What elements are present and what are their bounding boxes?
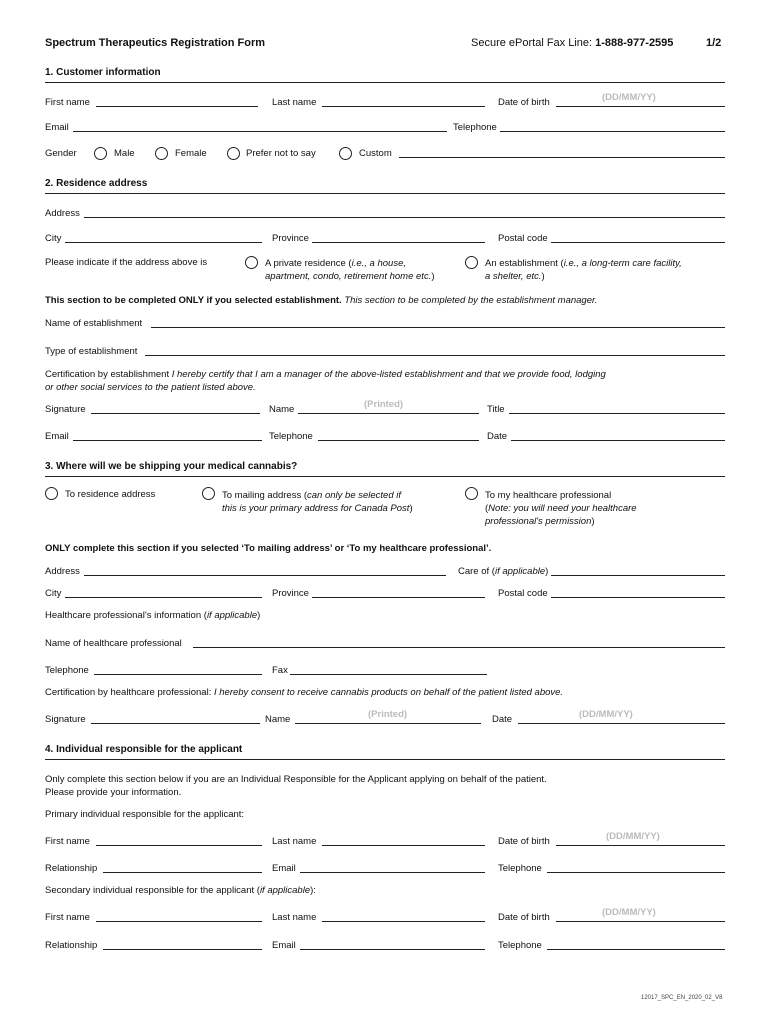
last-name-field[interactable] [322,106,485,107]
ship-hcp-label [485,489,637,528]
establishment-cert-label: Certification by establishment [45,369,172,380]
establishment-email-label: Email [45,431,69,442]
hcp-cert-text: I hereby consent to receive cannabis products on behalf of the patient listed above. [213,687,564,698]
mailing-address-field[interactable] [84,575,446,576]
establishment-only-note [45,295,597,306]
private-text-a: A private residence ( [265,258,352,269]
ship-hcp-c: Note: you will need your healthcare [488,503,637,514]
private-text-b: apartment, condo, retirement home etc. [265,271,432,282]
establishment-only-bold: This section to be completed ONLY if you selected establishment. [45,295,342,306]
establishment-title-field[interactable] [509,413,725,414]
private-text-ie: i.e., a house, [351,258,407,269]
secondary-relationship-field[interactable] [103,949,262,950]
indicate-label: Please indicate if the address above is [45,257,208,268]
ship-hcp-e: ) [591,516,595,527]
establishment-date-field[interactable] [511,440,725,441]
hcp-fax-field[interactable] [290,674,487,675]
gender-female-label: Female [175,148,207,159]
section-4-rule [45,759,725,760]
secondary-email-field[interactable] [300,949,485,950]
estab-text-b: a shelter, etc. [485,271,542,282]
residence-city-field[interactable] [65,242,262,243]
gender-custom-field[interactable] [399,157,725,158]
hcp-signature-label: Signature [45,714,86,725]
hcp-signature-field[interactable] [91,723,260,724]
hcp-info-heading [45,610,260,621]
hcp-date-label: Date [492,714,513,725]
secondary-b: if applicable [259,885,311,896]
telephone-field[interactable] [500,131,725,132]
secondary-c: ): [310,885,316,896]
primary-telephone-label: Telephone [498,863,542,874]
hcp-info-c: ) [257,610,261,621]
estab-text-a: An establishment ( [485,258,564,269]
last-name-label: Last name [272,97,317,108]
section-4-intro-2: Please provide your information. [45,787,182,798]
email-field[interactable] [73,131,447,132]
dob-placeholder: (DD/MM/YY) [602,92,656,103]
establishment-telephone-field[interactable] [318,440,479,441]
establishment-name-printed-label: Name [269,404,295,415]
secondary-first-name-field[interactable] [96,921,262,922]
primary-dob-field[interactable] [556,845,725,846]
primary-email-field[interactable] [300,872,485,873]
gender-custom-radio[interactable] [339,147,352,160]
hcp-printed-placeholder: (Printed) [368,709,408,720]
establishment-title-label: Title [487,404,505,415]
first-name-label: First name [45,97,90,108]
private-residence-label [265,257,435,283]
page-number: 1/2 [706,37,722,49]
establishment-label [485,257,682,283]
secondary-email-label: Email [272,940,296,951]
estab-text-ie: i.e., a long-term care facility, [563,258,682,269]
hcp-telephone-field[interactable] [94,674,262,675]
estab-text-c: ) [541,271,545,282]
secondary-first-name-label: First name [45,912,90,923]
section-4-intro-1: Only complete this section below if you are an Individual Responsible for the Applicant applying on behalf of the patient. [45,774,547,785]
gender-male-radio[interactable] [94,147,107,160]
residence-province-label: Province [272,233,309,244]
mailing-province-label: Province [272,588,309,599]
hcp-date-placeholder: (DD/MM/YY) [579,709,633,720]
secondary-last-name-label: Last name [272,912,317,923]
fax-number: 1-888-977-2595 [595,37,674,49]
hcp-name-printed-label: Name [265,714,291,725]
dob-field[interactable] [556,106,725,107]
establishment-certification [45,368,606,394]
care-of-c: ) [545,566,549,577]
ship-hcp-b: ( [485,503,489,514]
care-of-label [458,566,548,577]
hcp-name-label: Name of healthcare professional [45,638,182,649]
residence-address-label: Address [45,208,80,219]
mailing-province-field[interactable] [312,597,485,598]
residence-province-field[interactable] [312,242,485,243]
primary-relationship-field[interactable] [103,872,262,873]
residence-postal-label: Postal code [498,233,548,244]
secondary-a: Secondary individual responsible for the applicant ( [45,885,260,896]
ship-hcp-a: To my healthcare professional [485,490,612,501]
secondary-last-name-field[interactable] [322,921,485,922]
secondary-dob-label: Date of birth [498,912,550,923]
first-name-field[interactable] [96,106,258,107]
section-1-heading: 1. Customer information [45,67,161,78]
hcp-date-field[interactable] [518,723,725,724]
form-title: Spectrum Therapeutics Registration Form [45,37,266,49]
establishment-signature-label: Signature [45,404,86,415]
secondary-heading [45,885,316,896]
secondary-relationship-label: Relationship [45,940,98,951]
primary-last-name-field[interactable] [322,845,485,846]
hcp-name-field[interactable] [193,647,725,648]
secondary-telephone-field[interactable] [547,949,725,950]
establishment-type-label: Type of establishment [45,346,138,357]
ship-residence-radio[interactable] [45,487,58,500]
email-label: Email [45,122,69,133]
establishment-name-printed-field[interactable] [298,413,479,414]
establishment-email-field[interactable] [73,440,262,441]
residence-address-field[interactable] [84,217,725,218]
primary-last-name-label: Last name [272,836,317,847]
mailing-postal-field[interactable] [551,597,725,598]
establishment-type-field[interactable] [145,355,725,356]
primary-dob-placeholder: (DD/MM/YY) [606,831,660,842]
section-4-heading: 4. Individual responsible for the applicant [45,744,243,755]
secondary-dob-placeholder: (DD/MM/YY) [602,907,656,918]
primary-dob-label: Date of birth [498,836,550,847]
section-2-rule [45,193,725,194]
gender-custom-label: Custom [359,148,392,159]
telephone-label: Telephone [453,122,497,133]
establishment-printed-placeholder: (Printed) [364,399,404,410]
primary-telephone-field[interactable] [547,872,725,873]
section-3-rule [45,476,725,477]
hcp-telephone-label: Telephone [45,665,89,676]
establishment-cert-text-1: I hereby certify that I am a manager of the above-listed establishment and that we provide food, lodging [171,369,606,380]
primary-relationship-label: Relationship [45,863,98,874]
fax-line [471,37,673,49]
section-2-heading: 2. Residence address [45,178,148,189]
establishment-name-label: Name of establishment [45,318,143,329]
residence-city-label: City [45,233,62,244]
care-of-field[interactable] [551,575,725,576]
mailing-address-label: Address [45,566,80,577]
establishment-signature-field[interactable] [91,413,260,414]
ship-hcp-d: professional's permission [485,516,592,527]
hcp-name-printed-field[interactable] [295,723,481,724]
mailing-postal-label: Postal code [498,588,548,599]
section-4-intro [45,773,547,799]
gender-prefer-radio[interactable] [227,147,240,160]
ship-mailing-c: this is your primary address for Canada Post [222,503,410,514]
establishment-cert-text-2: or other social services to the patient listed above. [45,382,256,393]
ship-mailing-b: can only be selected if [307,490,402,501]
residence-postal-field[interactable] [551,242,725,243]
establishment-only-italic: This section to be completed by the establishment manager. [341,295,598,306]
hcp-info-a: Healthcare professional’s information ( [45,610,207,621]
ship-mailing-a: To mailing address ( [222,490,308,501]
hcp-fax-label: Fax [272,665,288,676]
ship-mailing-radio[interactable] [202,487,215,500]
care-of-b: if applicable [494,566,546,577]
hcp-cert-label: Certification by healthcare professional: [45,687,214,698]
ship-residence-label: To residence address [65,489,156,500]
primary-first-name-label: First name [45,836,90,847]
private-residence-radio[interactable] [245,256,258,269]
primary-first-name-field[interactable] [96,845,262,846]
primary-heading: Primary individual responsible for the applicant: [45,809,245,820]
gender-label: Gender [45,148,77,159]
section-1-rule [45,82,725,83]
mailing-only-note: ONLY complete this section if you selected ‘To mailing address’ or ‘To my healthcare professional’. [45,543,492,554]
care-of-a: Care of ( [458,566,495,577]
mailing-city-field[interactable] [65,597,262,598]
dob-label: Date of birth [498,97,550,108]
primary-email-label: Email [272,863,296,874]
hcp-info-b: if applicable [206,610,258,621]
fax-label: Secure ePortal Fax Line: [471,37,596,49]
gender-male-label: Male [114,148,135,159]
establishment-radio[interactable] [465,256,478,269]
ship-mailing-label [222,489,413,515]
secondary-telephone-label: Telephone [498,940,542,951]
establishment-date-label: Date [487,431,508,442]
secondary-dob-field[interactable] [556,921,725,922]
hcp-certification [45,687,563,698]
ship-mailing-d: ) [409,503,413,514]
establishment-name-field[interactable] [151,327,725,328]
ship-hcp-radio[interactable] [465,487,478,500]
gender-prefer-label: Prefer not to say [246,148,316,159]
section-3-heading: 3. Where will we be shipping your medical cannabis? [45,461,298,472]
private-text-c: ) [431,271,435,282]
form-code: 12017_SPC_EN_2020_02_V8 [641,995,723,1001]
establishment-telephone-label: Telephone [269,431,313,442]
gender-female-radio[interactable] [155,147,168,160]
mailing-city-label: City [45,588,62,599]
